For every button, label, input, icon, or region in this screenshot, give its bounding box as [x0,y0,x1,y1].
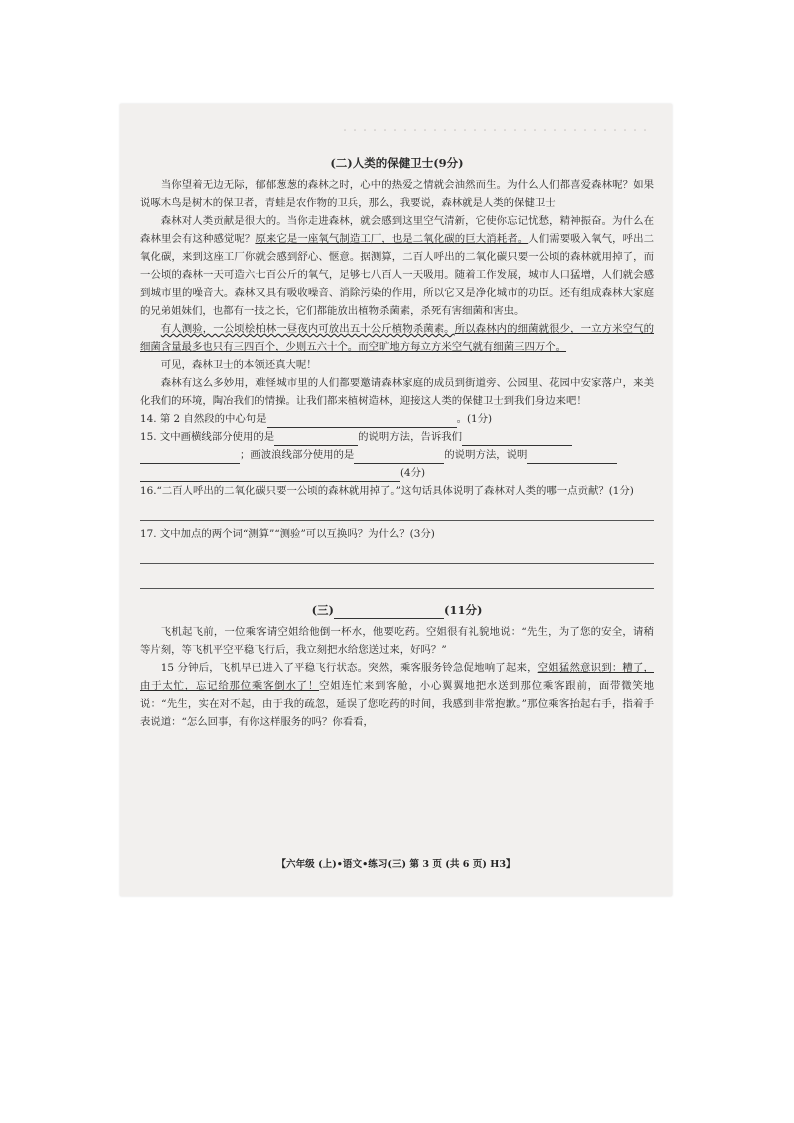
question-16: 16.“二百人呼出的二氧化碳只要一公顷的森林就用掉了。”这句话具体说明了森林对人类的哪一点贡献？(1分) [140,485,634,497]
underlined-sentence-3: 空姐猛然意识到：糟了，由于太忙，忘记给那位乘客倒水了！ [140,662,654,692]
answer-blank-15e[interactable] [527,449,617,464]
question-15-line3: (4分) [140,464,654,482]
answer-blank-15d[interactable] [354,449,444,464]
answer-blank-15f[interactable] [140,467,400,482]
question-15-line2: ；画波浪线部分使用的是 的说明方法，说明 [140,446,654,464]
paragraph-5: 森林有这么多妙用，难怪城市里的人们都要邀请森林家庭的成员到街道旁、公园里、花园中安家落户，来美化我们的环境，陶冶我们的情操。让我们都来植树造林，迎接这人类的保健卫士到我们身边来吧！ [140,377,654,407]
question-14: 14. 第 2 自然段的中心句是 。(1分) [140,410,654,428]
underlined-sentence: 原来它是一座氧气制造工厂，也是二氧化碳的巨大消耗者。 [255,233,529,245]
passage-3-paragraph-2: 15 分钟后，飞机早已进入了平稳飞行状态。突然，乘客服务铃急促地响了起来，空姐猛然意识到：糟了，由于太忙，忘记给那位乘客倒水了！空姐连忙来到客舱，小心翼翼地把水送到那位乘客跟前，面带微笑地说：“先生，实在对不起，由于我的疏忽，延误了您吃药的时间，我感到非常抱歉。”那位乘客抬起右手，指着手表说道：“怎么回事，有你这样服务的吗？你看看， [140,662,654,728]
section-3-title: (三) (11分) [311,603,483,617]
title-blank[interactable] [334,604,444,619]
section-2-title: (二)人类的保健卫士(9分) [330,156,464,170]
underlined-sentence-2: 所以森林内的细菌就很少，一立方米空气的细菌含量最多也只有三四百个，少则五六十个。而空旷地方每立方米空气就有细菌三四万个。 [140,323,655,353]
answer-blank-15a[interactable] [274,431,358,446]
answer-line-17b[interactable] [140,568,654,589]
answer-line-16[interactable] [140,500,654,521]
answer-blank-15b[interactable] [462,431,572,446]
paragraph-1: 当你望着无边无际，郁郁葱葱的森林之时，心中的热爱之情就会油然而生。为什么人们都喜爱森林呢？如果说啄木鸟是树木的保卫者，青蛙是农作物的卫兵，那么，我要说，森林就是人类的保健卫士 [140,179,654,209]
wavy-sentence: 有人测验，一公顷桧柏林一昼夜内可放出五十公斤植物杀菌素。 [160,323,455,335]
question-15: 15. 文中画横线部分使用的是 的说明方法，告诉我们 [140,428,654,446]
paragraph-2-rest: 人们需要吸入氧气，呼出二氧化碳，来到这座工厂你就会感到舒心、惬意。据测算，二百人呼出的二氧化碳只要一公顷的森林就用掉了，而一公顷的森林一天可造六七百公斤的氧气，足够七八百人一天吸用。随着工作发展，城市人口猛增，人们就会感到城市里的噪音大。森林又具有吸收噪音、消除污染的作用，所以它又是净化城市的功臣。还有组成森林大家庭的兄弟姐妹们，也都有一技之长，它们都能放出植物杀菌素，杀死有害细菌和害虫。 [140,233,655,317]
paragraph-4: 可见，森林卫士的本领还真大呢！ [160,359,317,371]
paragraph-3 [140,320,654,356]
passage-3-paragraph-1: 飞机起飞前，一位乘客请空姐给他倒一杯水，他要吃药。空姐很有礼貌地说：“先生，为了您的安全，请稍等片刻，等飞机平空平稳飞行后，我立刻把水给您送过来，好吗？” [140,626,654,656]
answer-blank-14[interactable] [267,413,457,428]
answer-line-17a[interactable] [140,543,654,564]
answer-blank-15c[interactable] [140,449,240,464]
page-footer: 【六年级 (上)•语文•练习(三) 第 3 页 (共 6 页) H3】 [276,859,516,870]
page-content [140,152,654,731]
exam-paper [120,104,672,896]
question-17: 17. 文中加点的两个词“测算”“测验”可以互换吗？为什么？(3分) [140,528,435,540]
bleed-through-text: ・・・・・・・・・・・・・・・・・・・・・・・・・・・・・・・ [340,126,650,137]
paragraph-2 [140,212,654,320]
paragraph-2-text: 森林对人类贡献是很大的。当你走进森林，就会感到这里空气清新，它使你忘记忧愁，精神振奋。为什么在森林里会有这种感觉呢？ [140,215,654,245]
